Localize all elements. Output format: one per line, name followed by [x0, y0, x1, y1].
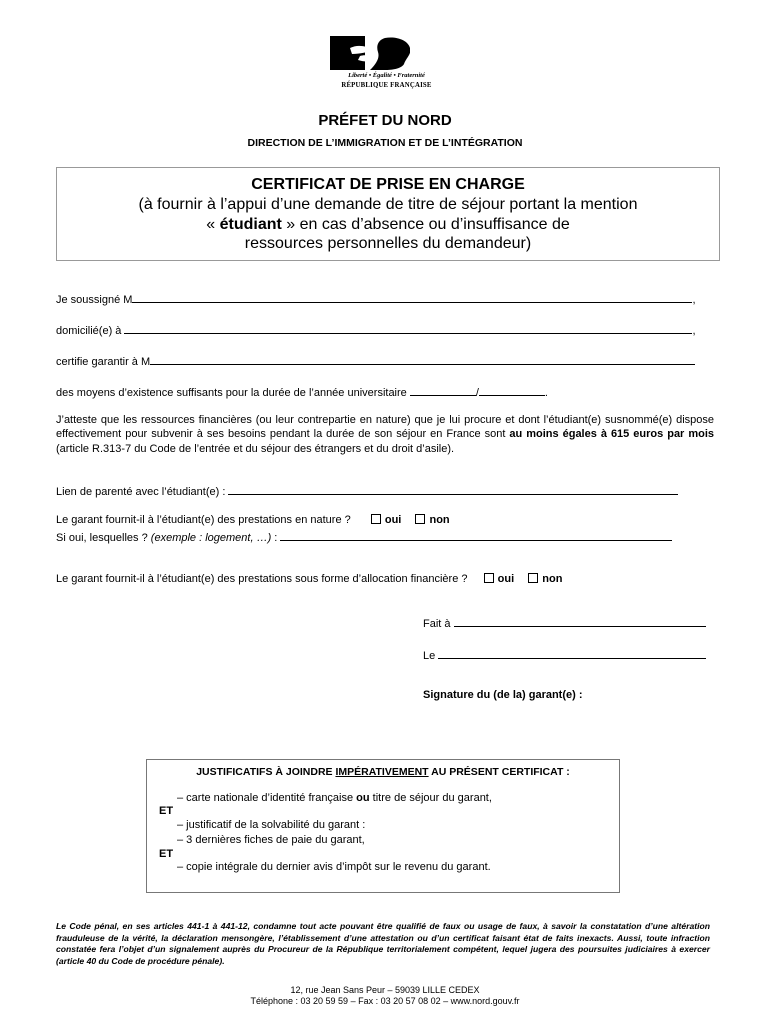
- attestation-text-2: (article R.313-7 du Code de l’entrée et du séjour des étrangers et du droit d’asile).: [56, 442, 455, 455]
- lien-field[interactable]: [228, 484, 678, 495]
- nature-non-label: non: [429, 514, 450, 526]
- certificate-subtitle-line3: ressources personnelles du demandeur): [244, 235, 532, 252]
- si-oui-label: Si oui, lesquelles ?: [56, 532, 148, 544]
- si-oui-row: [56, 530, 672, 544]
- et-label-2: ET: [159, 848, 174, 860]
- attestation-amount: au moins égales à 615 euros par mois: [509, 428, 714, 441]
- comma: ,: [692, 294, 696, 306]
- allocation-question-label: Le garant fournit-il à l’étudiant(e) des prestations sous forme d’allocation financière ?: [56, 573, 468, 585]
- footer-address: 12, rue Jean Sans Peur – 59039 LILLE CEDEX: [290, 985, 480, 995]
- item1-text: – carte nationale d’identité française: [177, 792, 357, 804]
- soussigne-field[interactable]: [132, 292, 692, 303]
- domicilie-label: domicilié(e) à: [56, 325, 122, 337]
- attestation-text-1: J’atteste que les ressources financières (ou leur contrepartie en nature) que je lui procure et dont l’étudiant(e) susnommé(e) dispose effectivement pour subvenir à ses besoins pendant la durée de son séjour en France sont: [56, 414, 714, 441]
- period: .: [544, 387, 548, 399]
- si-oui-field[interactable]: [280, 530, 672, 541]
- line2-rest: » en cas d’absence ou d’insuffisance de: [281, 216, 570, 233]
- soussigne-label: Je soussigné M: [56, 294, 133, 306]
- lien-label: Lien de parenté avec l’étudiant(e) :: [56, 486, 226, 498]
- allocation-non-label: non: [542, 573, 563, 585]
- allocation-oui-checkbox[interactable]: [484, 573, 494, 583]
- nature-question-label: Le garant fournit-il à l’étudiant(e) des prestations en nature ?: [56, 514, 351, 526]
- certifie-label: certifie garantir à M: [56, 356, 151, 368]
- certificate-subtitle-line1: (à fournir à l’appui d’une demande de titre de séjour portant la mention: [138, 196, 638, 213]
- signature-label: Signature du (de la) garant(e) :: [423, 689, 583, 701]
- year-start-field[interactable]: [410, 385, 476, 396]
- fait-a-row: [423, 616, 706, 630]
- attestation-paragraph: [56, 413, 714, 456]
- marianne-logo: [330, 36, 443, 94]
- slash: /: [475, 387, 479, 399]
- justificatifs-title-post: AU PRÉSENT CERTIFICAT :: [428, 766, 570, 778]
- fait-a-label: Fait à: [423, 618, 451, 630]
- allocation-question-row: [56, 573, 562, 585]
- nature-non-checkbox[interactable]: [415, 514, 425, 524]
- colon: :: [271, 532, 278, 544]
- comma: ,: [692, 325, 696, 337]
- certificate-subtitle-line2: [57, 216, 719, 234]
- date-label: Le: [423, 650, 436, 662]
- moyens-row: [56, 385, 548, 399]
- certifie-field[interactable]: [150, 354, 695, 365]
- direction-subtitle: DIRECTION DE L’IMMIGRATION ET DE L’INTÉGRATION: [247, 137, 523, 149]
- date-row: [423, 648, 706, 662]
- motto: Liberté • Égalité • Fraternité: [348, 72, 425, 79]
- date-field[interactable]: [438, 648, 706, 659]
- justificatifs-box: [146, 759, 620, 893]
- domicilie-row: [56, 323, 696, 337]
- justificatif-item-1: [177, 792, 492, 804]
- soussigne-row: [56, 292, 696, 306]
- prefet-title: PRÉFET DU NORD: [318, 112, 452, 129]
- domicilie-field[interactable]: [124, 323, 692, 334]
- justificatif-item-4: – copie intégrale du dernier avis d’impôt sur le revenu du garant.: [177, 861, 491, 873]
- allocation-oui-label: oui: [497, 573, 515, 585]
- footer-contact: Téléphone : 03 20 59 59 – Fax : 03 20 57 08 02 – www.nord.gouv.fr: [250, 996, 520, 1006]
- legal-notice: Le Code pénal, en ses articles 441-1 à 441-12, condamne tout acte pouvant être qualifié de faux ou usage de faux, à savoir la constatation d’une altération frauduleuse de la vérité, la déclaration mensongère, l’établissement d’une attestation ou d’un certificat faisant état de faits inexacts. Aussi, toute infraction constatée fera l’objet d’un signalement auprès du Procureur de la République territorialement compétent, lequel jugera des poursuites judiciaires à exercer (article 40 du Code de procédure pénale).: [56, 921, 710, 966]
- item1-rest: titre de séjour du garant,: [369, 792, 492, 804]
- fait-a-field[interactable]: [454, 616, 706, 627]
- justificatif-item-3: – 3 dernières fiches de paie du garant,: [177, 834, 365, 846]
- certificate-title-box: [56, 167, 720, 261]
- marianne-icon: [330, 36, 443, 70]
- item1-ou: ou: [356, 792, 370, 804]
- justificatif-item-2: – justificatif de la solvabilité du garant :: [177, 819, 366, 831]
- lien-row: [56, 484, 678, 498]
- nature-question-row: [56, 514, 450, 526]
- nature-oui-checkbox[interactable]: [371, 514, 381, 524]
- allocation-non-checkbox[interactable]: [528, 573, 538, 583]
- nature-oui-label: oui: [384, 514, 402, 526]
- republic-label: RÉPUBLIQUE FRANÇAISE: [341, 82, 432, 89]
- certifie-row: [56, 354, 695, 368]
- justificatifs-title-pre: JUSTIFICATIFS À JOINDRE: [196, 766, 336, 778]
- etudiant-mention: étudiant: [219, 216, 282, 233]
- certificate-title: CERTIFICAT DE PRISE EN CHARGE: [251, 176, 525, 193]
- justificatifs-title-underlined: IMPÉRATIVEMENT: [335, 766, 429, 778]
- moyens-label: des moyens d’existence suffisants pour la durée de l’année universitaire: [56, 387, 407, 399]
- year-end-field[interactable]: [479, 385, 545, 396]
- et-label-1: ET: [159, 805, 174, 817]
- quote-open: «: [206, 216, 220, 233]
- justificatifs-title: [147, 766, 619, 778]
- exemple-hint: (exemple : logement, …): [150, 532, 272, 544]
